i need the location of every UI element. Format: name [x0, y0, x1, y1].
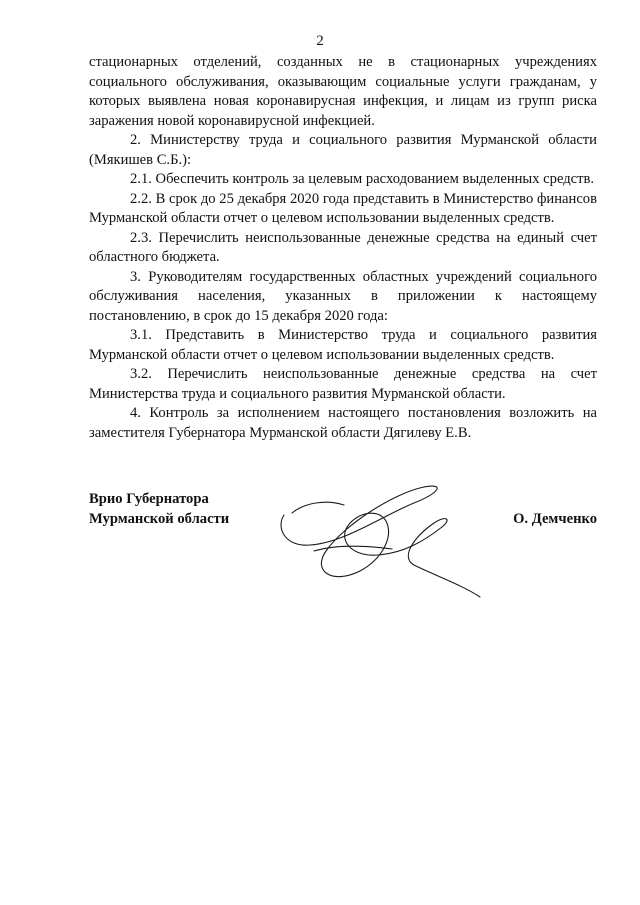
paragraph-item-3-2: 3.2. Перечислить неиспользованные денежные средства на счет Министерства труда и социального развития Мурманской области. — [89, 366, 597, 402]
signatory-title-line-1: Врио Губернатора — [89, 491, 209, 507]
paragraph-item-2-2: 2.2. В срок до 25 декабря 2020 года представить в Министерство финансов Мурманской области отчет о целевом использовании выделенных средств. — [89, 190, 597, 226]
handwritten-signature — [274, 485, 484, 600]
document-body — [89, 53, 597, 443]
signatory-title — [89, 489, 229, 529]
paragraph-item-2: 2. Министерству труда и социального развития Мурманской области (Мякишев С.Б.): — [89, 132, 597, 168]
paragraph-item-4: 4. Контроль за исполнением настоящего постановления возложить на заместителя Губернатора Мурманской области Дягилеву Е.В. — [89, 405, 597, 441]
paragraph-item-3-1: 3.1. Представить в Министерство труда и социального развития Мурманской области отчет о целевом использовании выделенных средств. — [89, 327, 597, 363]
paragraph-item-3: 3. Руководителям государственных областных учреждений социального обслуживания населения, указанных в приложении к настоящему постановлению, в срок до 15 декабря 2020 года: — [89, 268, 597, 324]
paragraph-item-2-1: 2.1. Обеспечить контроль за целевым расходованием выделенных средств. — [130, 171, 595, 187]
signatory-title-line-2: Мурманской области — [89, 511, 230, 527]
paragraph-item-2-3: 2.3. Перечислить неиспользованные денежные средства на единый счет областного бюджета. — [89, 229, 597, 265]
signature-block — [89, 489, 597, 599]
page-number: 2 — [316, 33, 324, 49]
signatory-name: О. Демченко — [513, 511, 597, 527]
paragraph-continuation: стационарных отделений, созданных не в стационарных учреждениях социального обслуживания, оказывающим социальные услуги гражданам, у которых выявлена новая коронавирусная инфекция, и лицам из групп риска заражения новой коронавирусной инфекцией. — [89, 54, 597, 129]
